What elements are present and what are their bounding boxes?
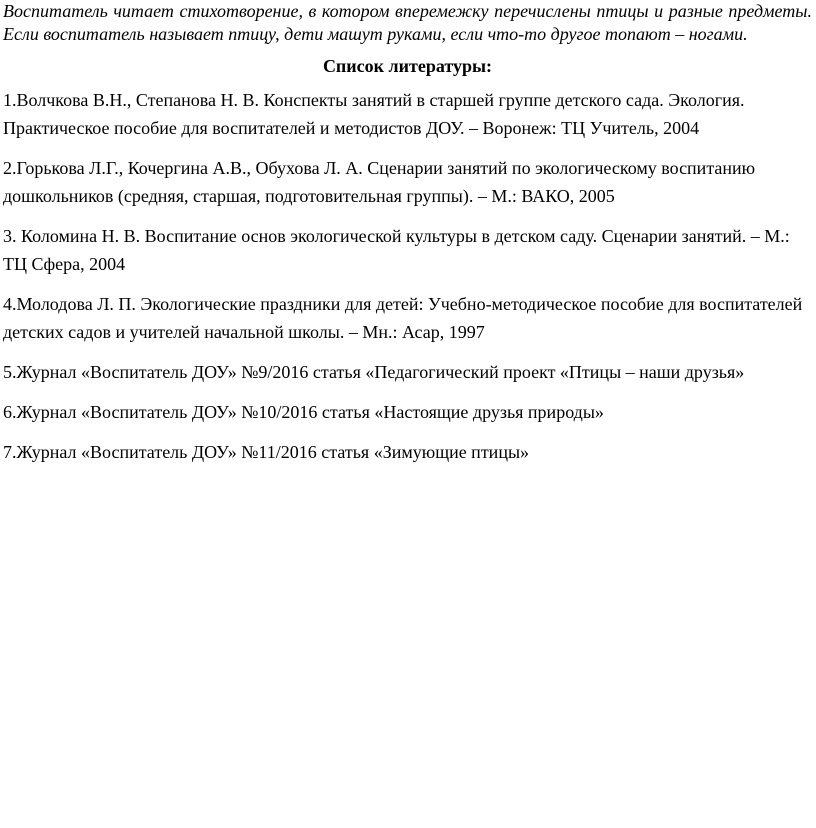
reference-item: 1.Волчкова В.Н., Степанова Н. В. Конспекты занятий в старшей группе детского сада. Экология. Практическое пособие для воспитателей и методистов ДОУ. – Воронеж: ТЦ Учитель, 2004 [3,90,745,138]
references-heading: Список литературы: [322,56,493,76]
reference-item: 5.Журнал «Воспитатель ДОУ» №9/2016 статья «Педагогический проект «Птицы – наши друзья» [3,362,745,382]
references-list [3,86,812,466]
reference-item: 3. Коломина Н. В. Воспитание основ экологической культуры в детском саду. Сценарии занятий. – М.: ТЦ Сфера, 2004 [3,226,790,274]
intro-paragraph: Воспитатель читает стихотворение, в котором вперемежку перечислены птицы и разные предметы. Если воспитатель называет птицу, дети машут руками, если что-то другое топают – ногами. [3,1,812,44]
reference-item: 7.Журнал «Воспитатель ДОУ» №11/2016 статья «Зимующие птицы» [3,442,530,462]
reference-item: 4.Молодова Л. П. Экологические праздники для детей: Учебно-методическое пособие для воспитателей детских садов и учителей начальной школы. – Мн.: Асар, 1997 [3,294,803,342]
reference-item: 2.Горькова Л.Г., Кочергина А.В., Обухова Л. А. Сценарии занятий по экологическому воспитанию дошкольников (средняя, старшая, подготовительная группы). – М.: ВАКО, 2005 [3,158,756,206]
reference-item: 6.Журнал «Воспитатель ДОУ» №10/2016 статья «Настоящие друзья природы» [3,402,604,422]
